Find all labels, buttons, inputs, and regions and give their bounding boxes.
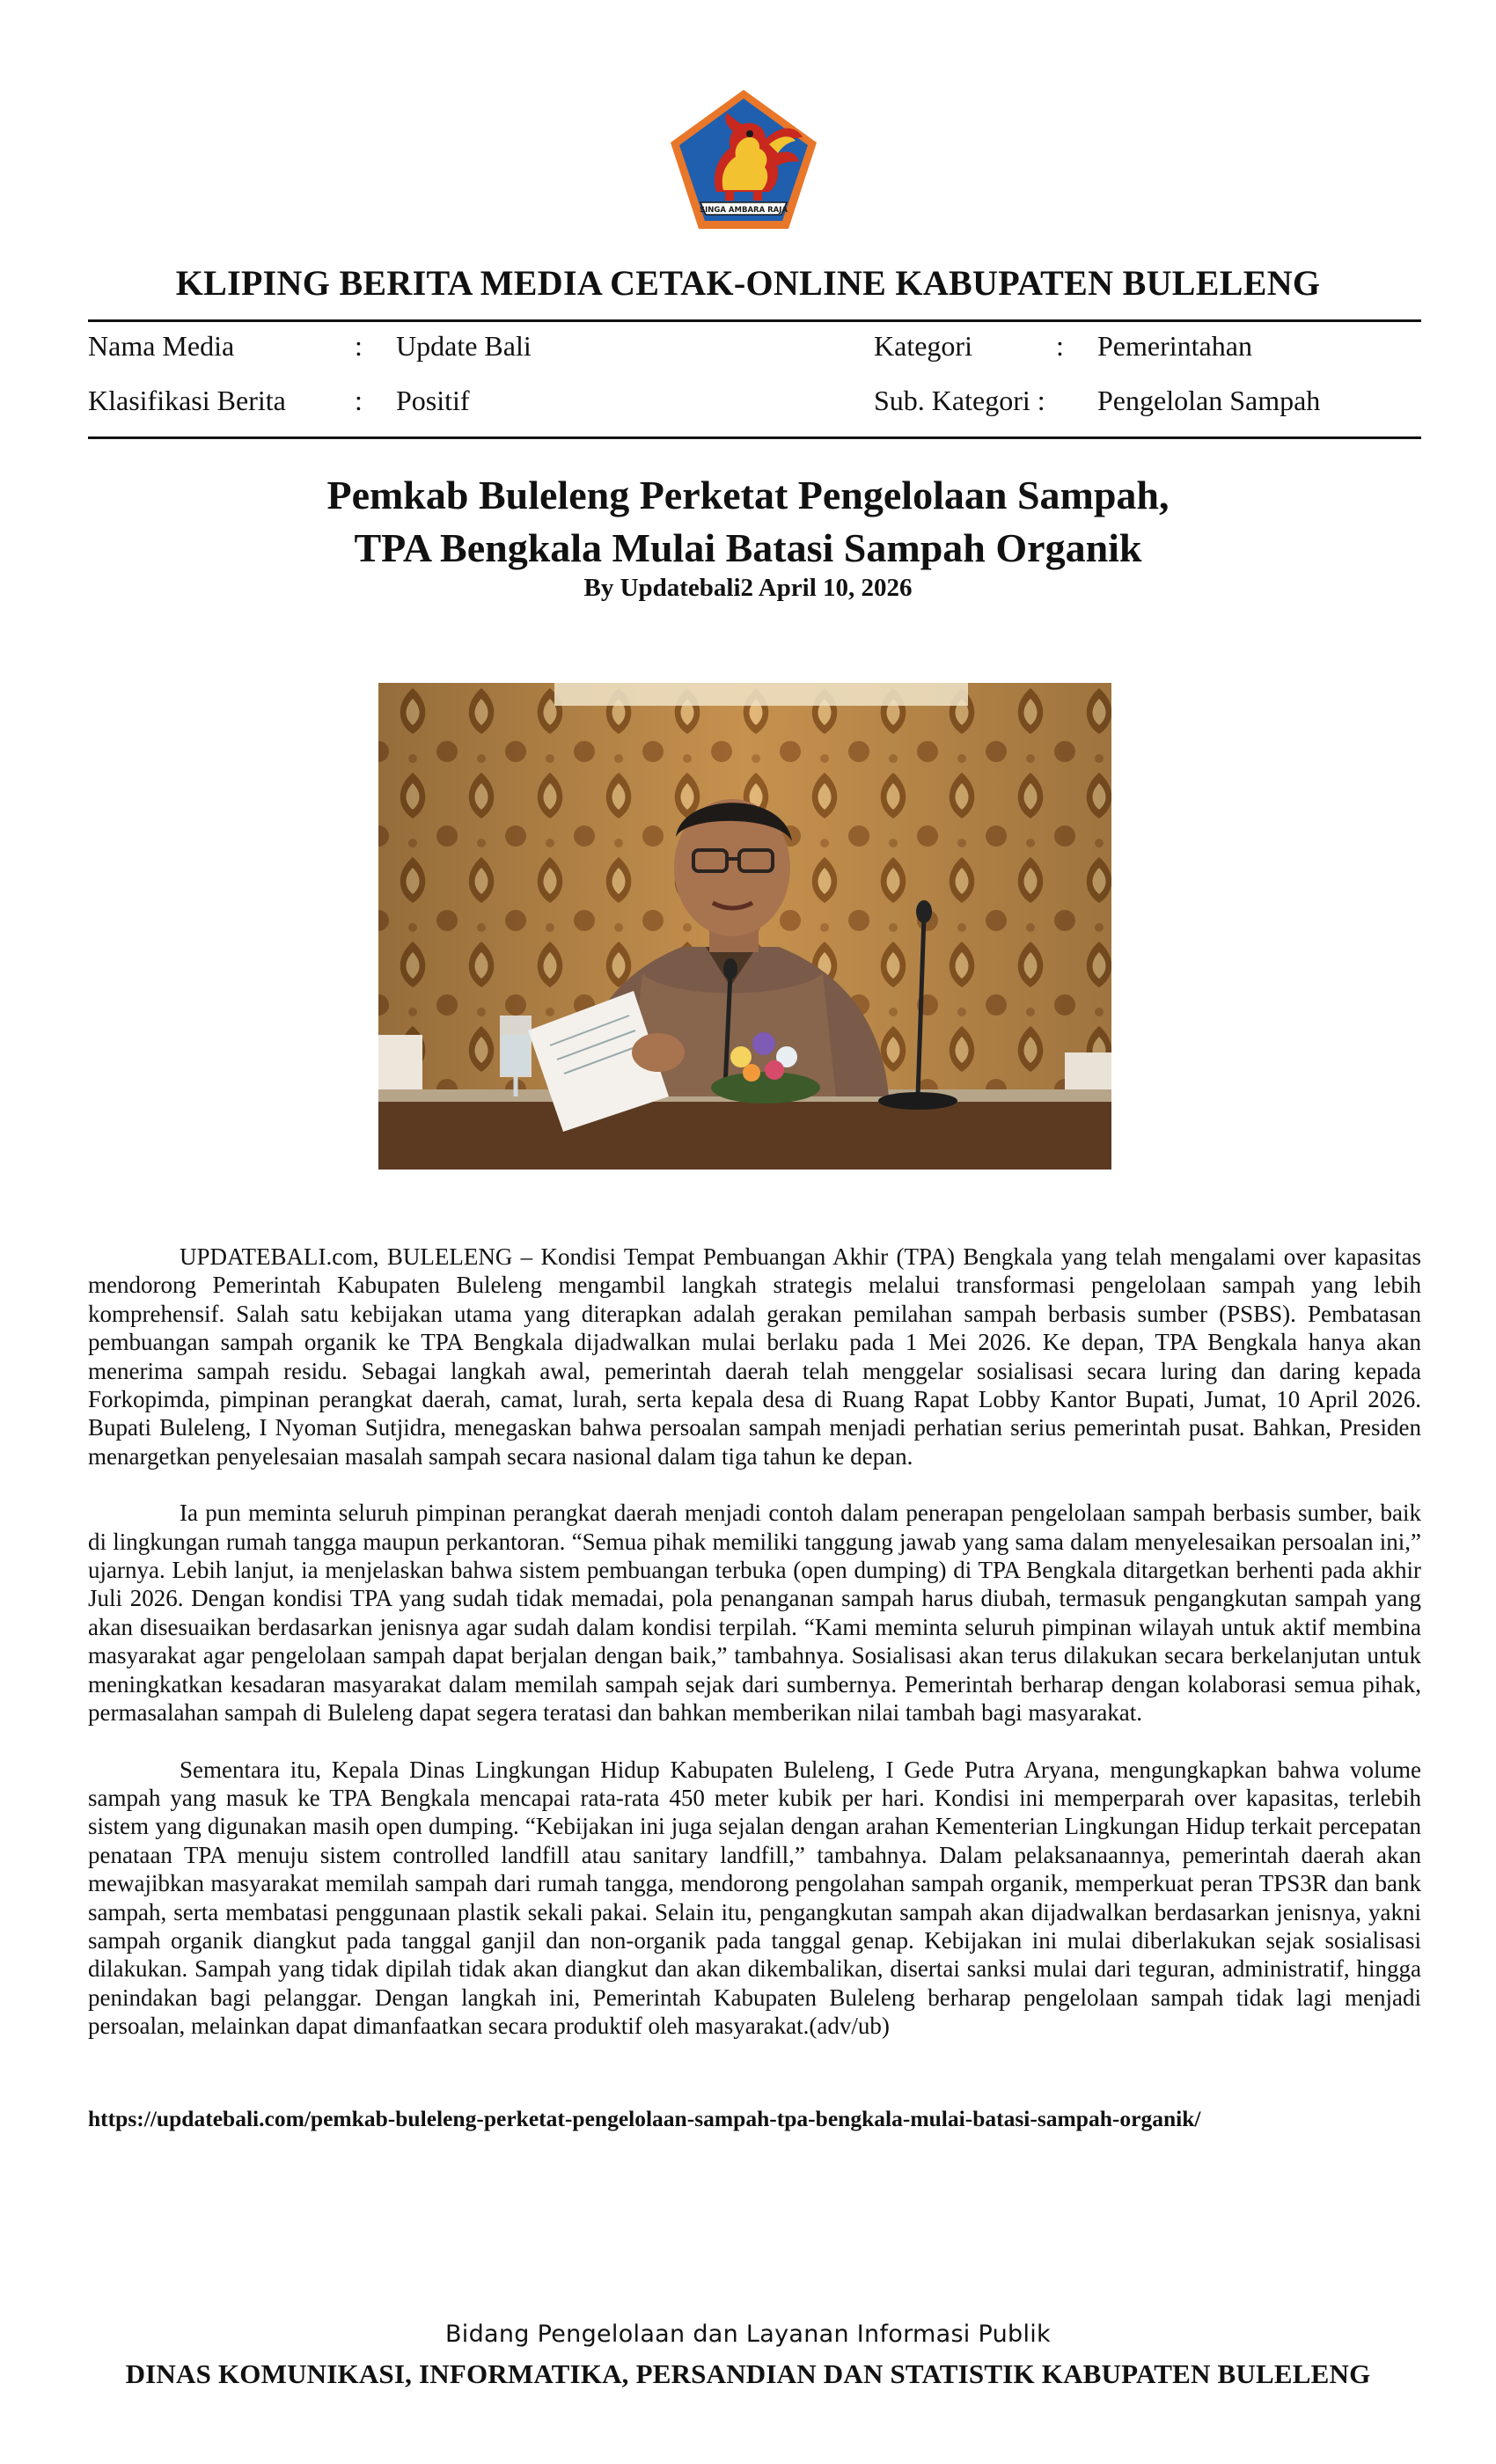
emblem-motto: SINGA AMBARA RAJA bbox=[700, 206, 788, 215]
source-url-link[interactable]: https://updatebali.com/pemkab-buleleng-perketat-pengelolaan-sampah-tpa-bengkala-mulai-batasi-sampah-organik/ bbox=[88, 2106, 1201, 2131]
footer-division: Bidang Pengelolaan dan Layanan Informasi Publik bbox=[444, 2321, 1051, 2348]
article-byline: By Updatebali2 April 10, 2026 bbox=[583, 574, 913, 602]
kategori-value: Pemerintahan bbox=[1097, 330, 1252, 362]
kategori-colon: : bbox=[1056, 330, 1064, 362]
headline-line-1: Pemkab Buleleng Perketat Pengelolaan Sampah, bbox=[326, 473, 1170, 517]
subkategori-value: Pengelolan Sampah bbox=[1097, 385, 1321, 416]
media-colon: : bbox=[355, 330, 363, 362]
top-divider bbox=[88, 319, 1421, 322]
article-paragraph-3: Sementara itu, Kepala Dinas Lingkungan Hidup Kabupaten Buleleng, I Gede Putra Aryana, mengungkapkan bahwa volume sampah yang masuk ke TPA Bengkala mencapai rata-rata 450 meter kubik per hari. Kondisi ini memperparah over kapasitas, terlebih sistem yang digunakan masih open dumping. “Kebijakan ini juga sejalan dengan arahan Kementerian Lingkungan Hidup terkait percepatan penataan TPA menuju sistem controlled landfill atau sanitary landfill,” tambahnya. Dalam pelaksanaannya, pemerintah daerah akan mewajibkan masyarakat memilah sampah dari rumah tangga, mendorong pengolahan sampah organik, memperkuat peran TPS3R dan bank sampah, serta membatasi penggunaan plastik sekali pakai. Selain itu, pengangkutan sampah akan dijadwalkan berdasarkan jenisnya, yakni sampah organik diangkut pada tanggal ganjil dan non-organik pada tanggal genap. Kebijakan ini mulai diberlakukan sejak sosialisasi dilakukan. Sampah yang tidak dipilah tidak akan diangkut dan akan dikembalikan, disertai sanksi mulai dari teguran, administratif, hingga penindakan bagi pelanggar. Dengan langkah ini, Pemerintah Kabupaten Buleleng berharap pengelolaan sampah tidak lagi menjadi persoalan, melainkan dapat dimanfaatkan secara produktif oleh masyarakat.(adv/ub) bbox=[88, 1756, 1421, 2040]
article-body bbox=[88, 1243, 1421, 2069]
footer-agency: DINAS KOMUNIKASI, INFORMATIKA, PERSANDIAN DAN STATISTIK KABUPATEN BULELENG bbox=[125, 2358, 1371, 2389]
klasifikasi-value: Positif bbox=[396, 385, 470, 416]
klasifikasi-label: Klasifikasi Berita bbox=[88, 385, 286, 416]
article-headline bbox=[0, 469, 1496, 575]
media-value: Update Bali bbox=[396, 330, 532, 362]
article-paragraph-1: UPDATEBALI.com, BULELENG – Kondisi Tempat Pembuangan Akhir (TPA) Bengkala yang telah mengalami over kapasitas mendorong Pemerintah Kabupaten Buleleng mengambil langkah strategis melalui transformasi pengelolaan sampah yang lebih komprehensif. Salah satu kebijakan utama yang diterapkan adalah gerakan pemilahan sampah berbasis sumber (PSBS). Pembatasan pembuangan sampah organik ke TPA Bengkala dijadwalkan mulai berlaku pada 1 Mei 2026. Ke depan, TPA Bengkala hanya akan menerima sampah residu. Sebagai langkah awal, pemerintah daerah telah menggelar sosialisasi secara luring dan daring kepada Forkopimda, pimpinan perangkat daerah, camat, lurah, serta kepala desa di Ruang Rapat Lobby Kantor Bupati, Jumat, 10 April 2026. Bupati Buleleng, I Nyoman Sutjidra, menegaskan bahwa persoalan sampah menjadi perhatian serius pemerintah pusat. Bahkan, Presiden menargetkan penyelesaian masalah sampah secara nasional dalam tiga tahun ke depan. bbox=[88, 1243, 1421, 1470]
article-photo bbox=[378, 683, 1111, 1170]
kategori-label: Kategori bbox=[874, 330, 972, 362]
article-paragraph-2: Ia pun meminta seluruh pimpinan perangkat daerah menjadi contoh dalam penerapan pengelolaan sampah berbasis sumber, baik di lingkungan rumah tangga maupun perkantoran. “Semua pihak memiliki tanggung jawab yang sama dalam menyelesaikan persoalan ini,” ujarnya. Lebih lanjut, ia menjelaskan bahwa sistem pembuangan terbuka (open dumping) di TPA Bengkala ditargetkan berhenti pada akhir Juli 2026. Dengan kondisi TPA yang sudah tidak memadai, pola penanganan sampah harus diubah, termasuk pengangkutan sampah yang akan disesuaikan berdasarkan jenisnya agar sudah dalam kondisi terpilah. “Kami meminta seluruh pimpinan wilayah untuk aktif membina masyarakat agar pengelolaan sampah dapat berjalan dengan baik,” tambahnya. Sosialisasi akan terus dilakukan secara berkelanjutan untuk meningkatkan kesadaran masyarakat dalam memilah sampah sejak dari sumbernya. Pemerintah berharap dengan kolaborasi semua pihak, permasalahan sampah di Buleleng dapat segera teratasi dan bahkan memberikan nilai tambah bagi masyarakat. bbox=[88, 1500, 1421, 1727]
buleleng-regency-emblem-icon bbox=[665, 86, 822, 236]
bottom-divider bbox=[88, 436, 1421, 439]
klasifikasi-colon: : bbox=[355, 385, 363, 416]
subkategori-label: Sub. Kategori : bbox=[874, 385, 1045, 416]
buleleng-emblem-logo bbox=[665, 86, 822, 236]
document-title: KLIPING BERITA MEDIA CETAK-ONLINE KABUPATEN BULELENG bbox=[175, 263, 1321, 303]
media-label: Nama Media bbox=[88, 330, 235, 362]
headline-line-2: TPA Bengkala Mulai Batasi Sampah Organik bbox=[354, 525, 1142, 570]
press-conference-photo bbox=[378, 683, 1111, 1170]
